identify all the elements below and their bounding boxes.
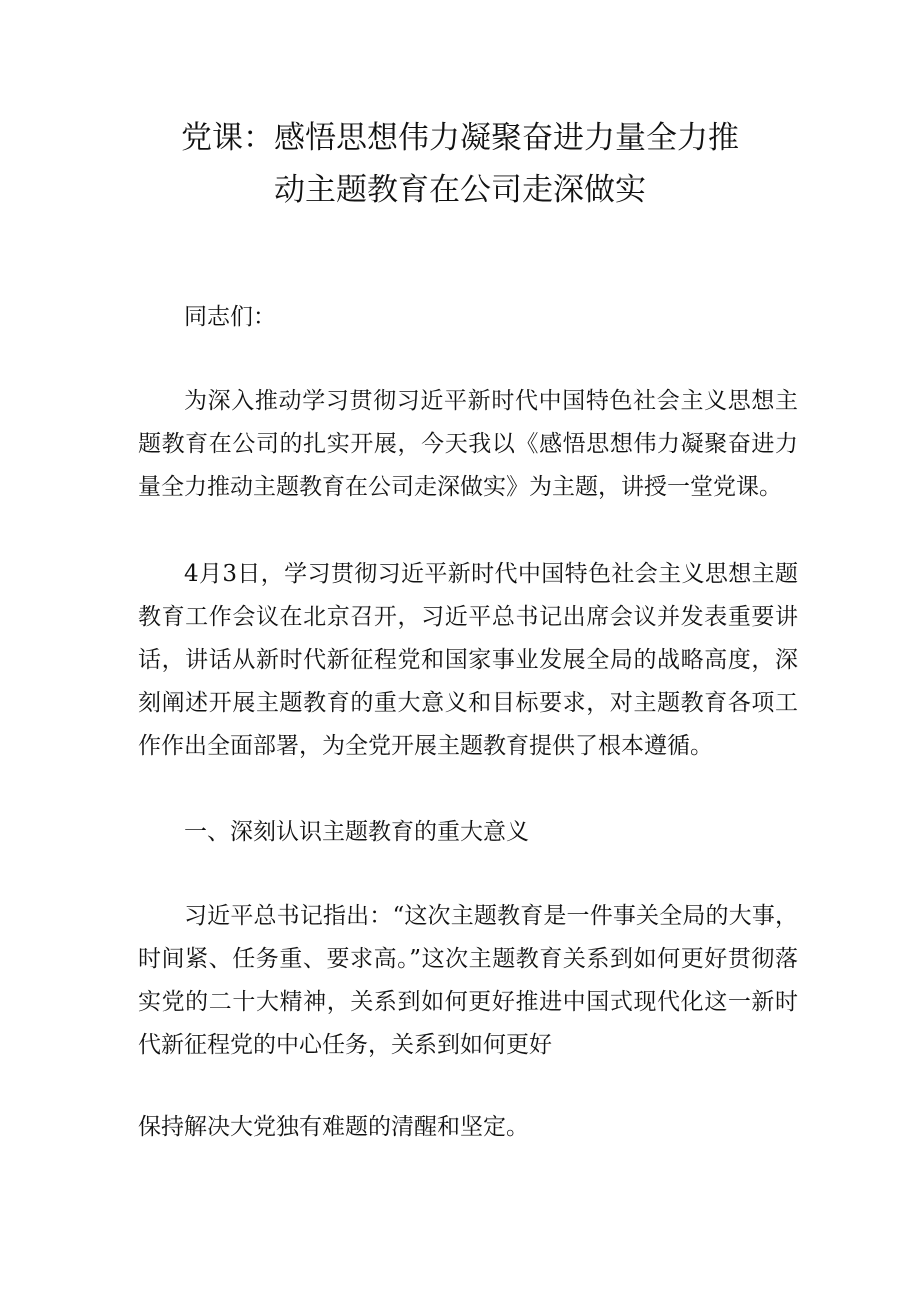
paragraph-tail: 保持解决大党独有难题的清醒和坚定。 bbox=[138, 1114, 529, 1140]
salutation: 同志们： bbox=[184, 304, 276, 330]
paragraph-quote: 习近平总书记指出：“这次主题教育是一件事关全局的大事，时间紧、任务重、要求高。”这次主题教育关系到如何更好贯彻落实党的二十大精神，关系到如何更好推进中国式现代化这一新时代新征程党的中心任务，关系到如何更好 bbox=[138, 903, 798, 1058]
paragraph-intro: 为深入推动学习贯彻习近平新时代中国特色社会主义思想主题教育在公司的扎实开展，今天我以《感悟思想伟力凝聚奋进力量全力推动主题教育在公司走深做实》为主题，讲授一堂党课。 bbox=[138, 388, 798, 500]
title-line-1: 党课：感悟思想伟力凝聚奋进力量全力推 bbox=[181, 120, 739, 156]
title-line-2: 动主题教育在公司走深做实 bbox=[274, 172, 646, 208]
paragraph-meeting: 4月3日，学习贯彻习近平新时代中国特色社会主义思想主题教育工作会议在北京召开，习近平总书记出席会议并发表重要讲话，讲话从新时代新征程党和国家事业发展全局的战略高度，深刻阐述开展主题教育的重大意义和目标要求，对主题教育各项工作作出全面部署，为全党开展主题教育提供了根本遵循。 bbox=[138, 561, 798, 759]
document-title bbox=[100, 112, 820, 216]
section-heading: 一、深刻认识主题教育的重大意义 bbox=[184, 819, 529, 845]
